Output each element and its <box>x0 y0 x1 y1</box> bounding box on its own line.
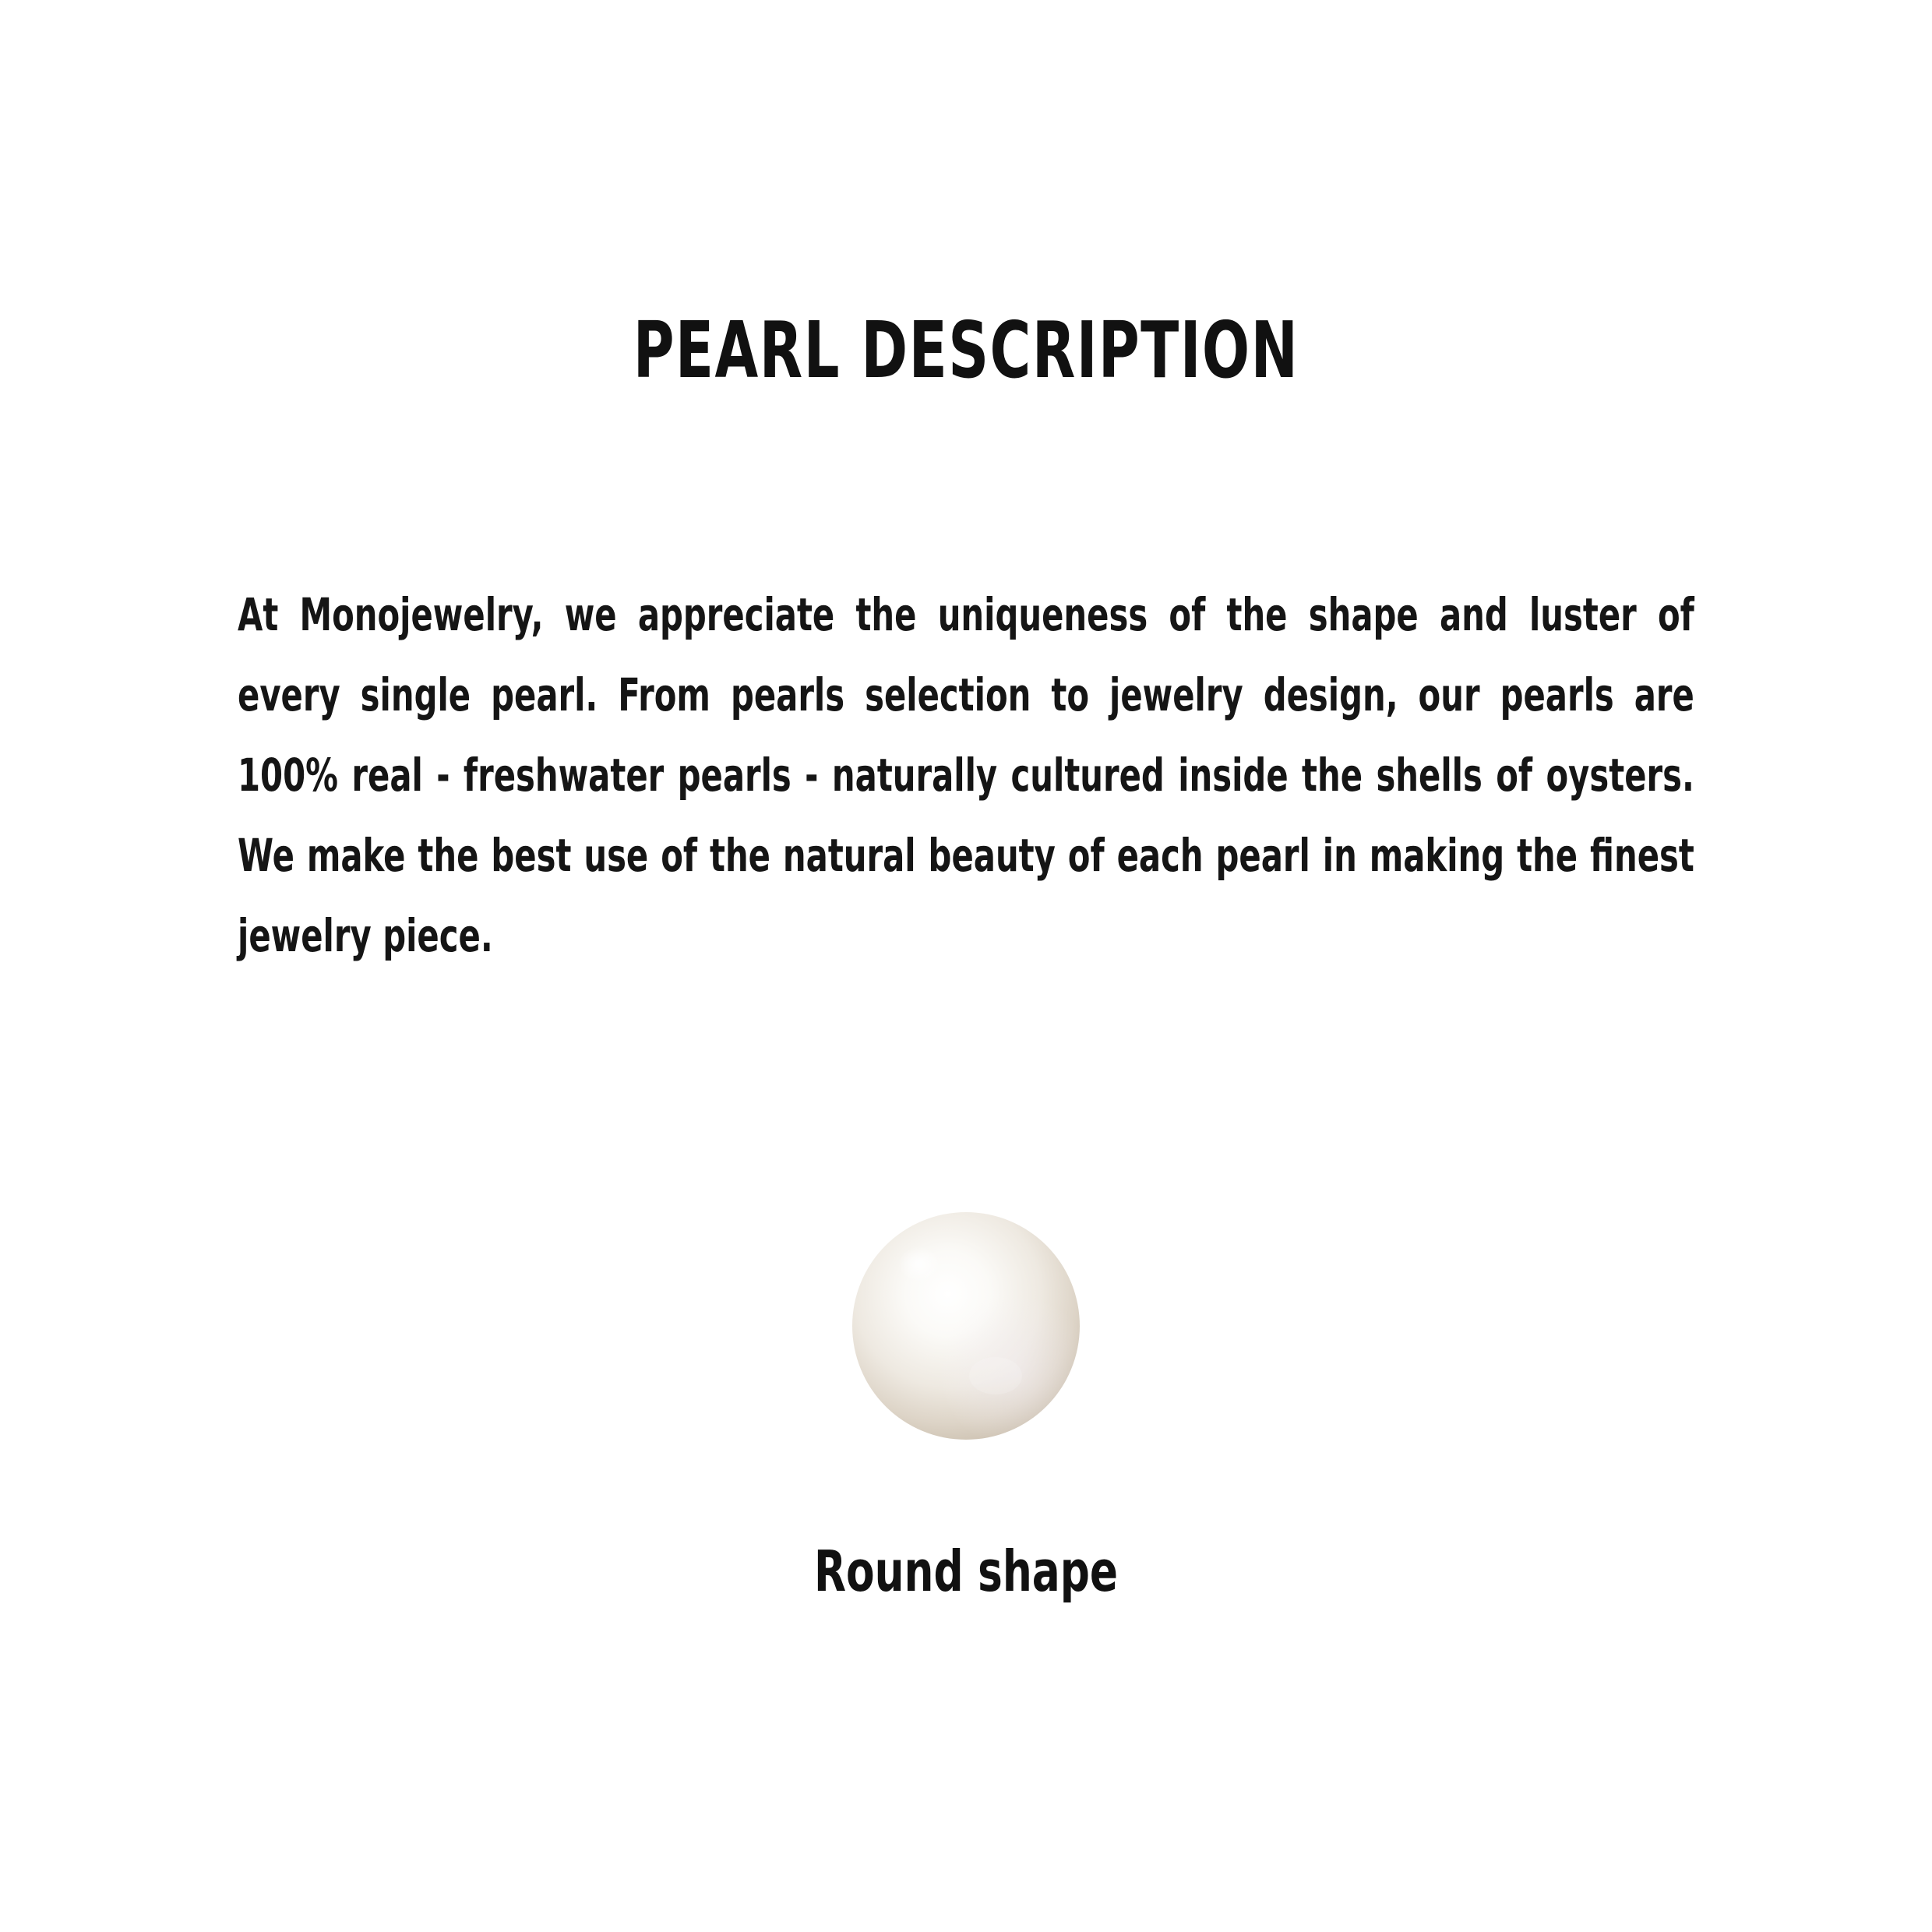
pearl-tint <box>852 1212 1080 1440</box>
pearl-shape-label: Round shape <box>813 1539 1119 1604</box>
pearl-reflection <box>969 1357 1022 1394</box>
pearl-description-text-block <box>238 575 1694 976</box>
pearl-description-paragraph: At Monojewelry, we appreciate the uniqueness of the shape and luster of every single pearl. From pearls selection to jewelry design, our pearls are 100% real - freshwater pearls - naturally cultured inside the shells of oysters. We make the best use of the natural beauty of each pearl in making the finest jewelry piece. <box>238 588 1694 962</box>
pearl-icon <box>849 1209 1083 1443</box>
page-title: PEARL DESCRIPTION <box>633 305 1299 396</box>
round-pearl-image <box>849 1209 1083 1443</box>
pearl-highlight <box>890 1243 977 1318</box>
